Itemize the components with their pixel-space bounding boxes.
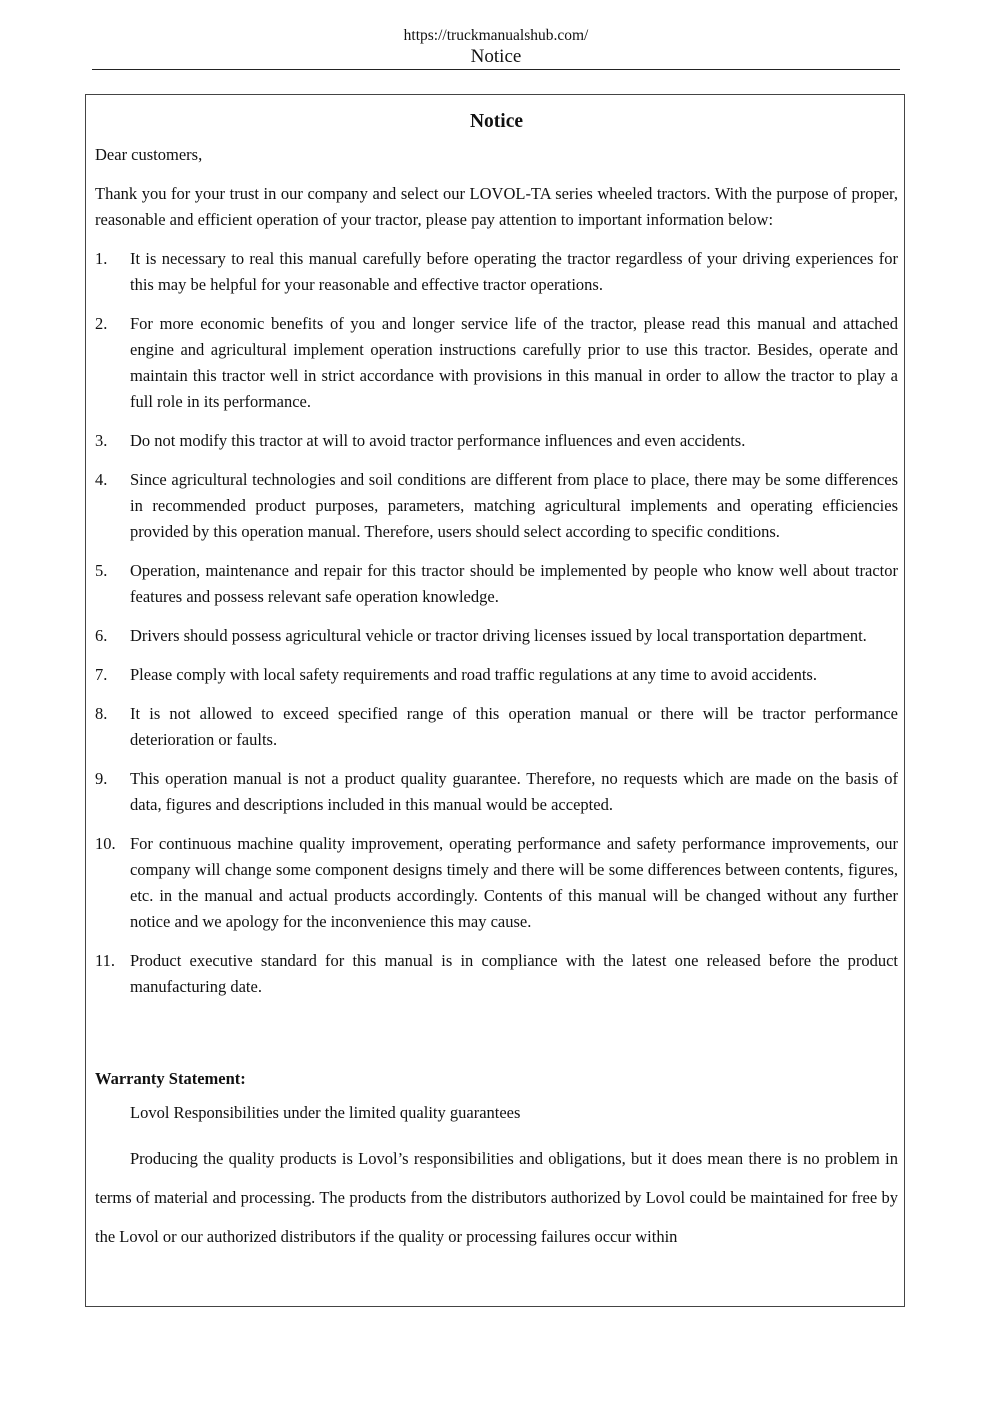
list-item	[95, 948, 898, 1000]
header-divider	[92, 69, 900, 70]
list-item-number: 7.	[95, 665, 108, 684]
notice-content	[95, 95, 898, 1256]
list-item-number: 10.	[95, 834, 116, 853]
list-item-text: For continuous machine quality improvement, operating performance and safety performance improvements, our company will change some component designs timely and there will be some differences between contents, figures, etc. in the manual and actual products accordingly. Contents of this manual will be changed without any further notice and we apology for the inconvenience this may cause.	[130, 834, 898, 931]
list-item-text: Since agricultural technologies and soil conditions are different from place to place, there may be some differences in recommended product purposes, parameters, matching agricultural implements and operating efficiencies provided by this operation manual. Therefore, users should select according to specific conditions.	[130, 470, 898, 541]
header-title: Notice	[470, 46, 522, 67]
list-item	[95, 246, 898, 298]
list-item-text: It is necessary to real this manual carefully before operating the tractor regardless of your driving experiences for this may be helpful for your reasonable and effective tractor operations.	[130, 249, 898, 294]
warranty-heading: Warranty Statement:	[95, 1069, 246, 1088]
list-item-text: Please comply with local safety requirements and road traffic regulations at any time to avoid accidents.	[130, 665, 817, 684]
list-item	[95, 766, 898, 818]
list-item	[95, 831, 898, 935]
list-item-number: 3.	[95, 431, 108, 450]
list-item	[95, 311, 898, 415]
notice-list	[95, 246, 898, 1000]
list-item-text: Do not modify this tractor at will to avoid tractor performance influences and even accidents.	[130, 431, 746, 450]
page-header	[92, 26, 900, 68]
list-item	[95, 428, 898, 454]
warranty-subheading: Lovol Responsibilities under the limited quality guarantees	[130, 1103, 521, 1122]
list-item-number: 8.	[95, 704, 108, 723]
intro-paragraph: Thank you for your trust in our company and select our LOVOL-TA series wheeled tractors. With the purpose of proper, reasonable and efficient operation of your tractor, please pay attention to important information below:	[95, 184, 898, 229]
salutation: Dear customers,	[95, 145, 203, 164]
list-item-text: It is not allowed to exceed specified range of this operation manual or there will be tractor performance deterioration or faults.	[130, 704, 898, 749]
header-url[interactable]: https://truckmanualshub.com/	[403, 27, 589, 44]
list-item-number: 1.	[95, 249, 108, 268]
notice-title: Notice	[469, 111, 524, 132]
list-item-number: 5.	[95, 561, 108, 580]
list-item	[95, 467, 898, 545]
list-item-text: Operation, maintenance and repair for this tractor should be implemented by people who know well about tractor features and possess relevant safe operation knowledge.	[130, 561, 898, 606]
list-item	[95, 701, 898, 753]
list-item-text: Product executive standard for this manual is in compliance with the latest one released before the product manufacturing date.	[130, 951, 898, 996]
list-item-number: 2.	[95, 314, 108, 333]
list-item-number: 6.	[95, 626, 108, 645]
list-item-number: 9.	[95, 769, 108, 788]
notice-box	[85, 94, 905, 1307]
list-item-text: For more economic benefits of you and longer service life of the tractor, please read this manual and attached engine and agricultural implement operation instructions carefully prior to use this tractor. Besides, operate and maintain this tractor well in strict accordance with provisions in this manual in order to allow the tractor to play a full role in its performance.	[130, 314, 898, 411]
list-item	[95, 558, 898, 610]
list-item-number: 11.	[95, 951, 116, 970]
list-item-number: 4.	[95, 470, 108, 489]
list-item	[95, 623, 898, 649]
list-item-text: Drivers should possess agricultural vehicle or tractor driving licenses issued by local transportation department.	[130, 626, 867, 645]
list-item-text: This operation manual is not a product quality guarantee. Therefore, no requests which are made on the basis of data, figures and descriptions included in this manual would be accepted.	[130, 769, 898, 814]
list-item	[95, 662, 898, 688]
warranty-body: Producing the quality products is Lovol’s responsibilities and obligations, but it does mean there is no problem in terms of material and processing. The products from the distributors authorized by Lovol could be maintained for free by the Lovol or our authorized distributors if the quality or processing failures occur within	[95, 1149, 898, 1246]
